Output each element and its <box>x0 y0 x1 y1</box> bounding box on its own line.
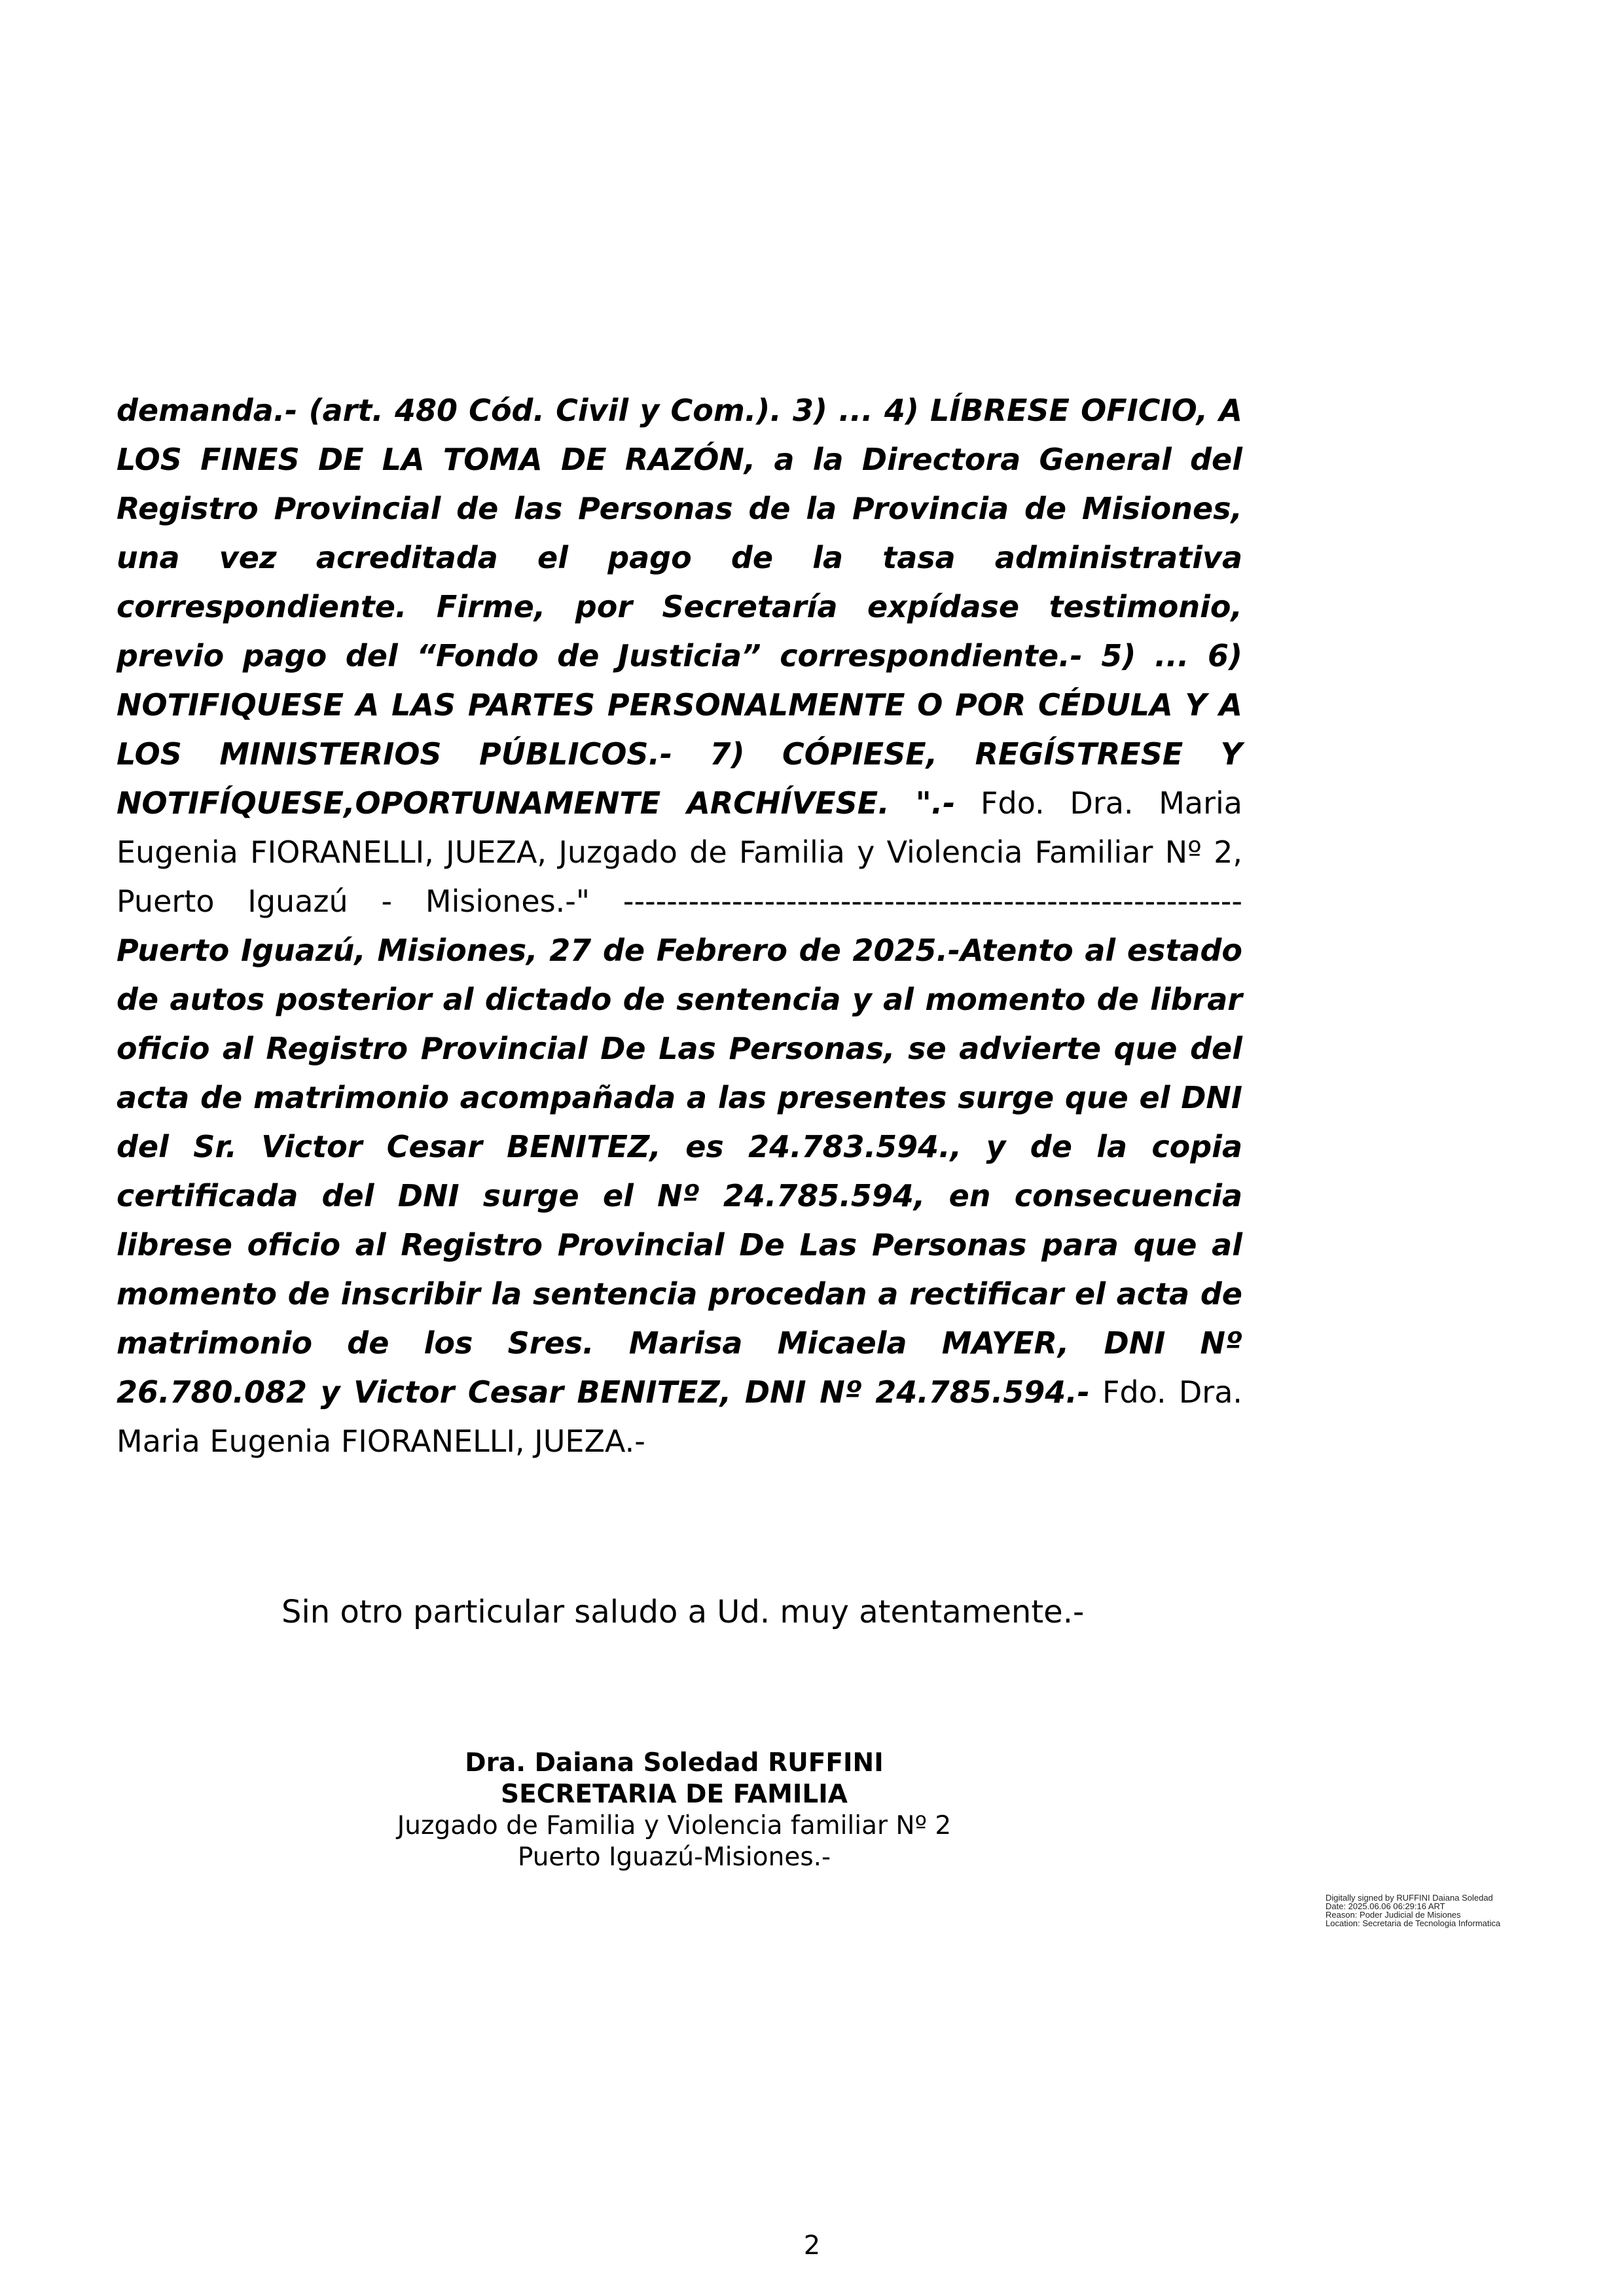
signature-block <box>281 1748 1067 1873</box>
stamp-location: Location: Secretaria de Tecnologia Informatica <box>1326 1918 1501 1928</box>
stamp-signed-by: Digitally signed by RUFFINI Daiana Soledad <box>1326 1893 1493 1903</box>
stamp-date: Date: 2025.06.06 06:29:16 ART <box>1326 1901 1445 1911</box>
signer-title: SECRETARIA DE FAMILIA <box>501 1780 848 1809</box>
rectification-order-text: Puerto Iguazú, Misiones, 27 de Febrero de 2025.-Atento al estado de autos posterior al dictado de sentencia y al momento de librar oficio al Registro Provincial De Las Personas, se advierte que del acta de matrimonio acompañada a las presentes surge que el DNI del Sr. Victor Cesar BENITEZ, es 24.783.594., y de la copia certificada del DNI surge el Nº 24.785.594, en consecuencia librese oficio al Registro Provincial De Las Personas para que al momento de inscribir la sentencia procedan a rectificar el acta de matrimonio de los Sres. Marisa Micaela MAYER, DNI Nº 26.780.082 y Victor Cesar BENITEZ, DNI Nº 24.785.594.- <box>117 933 1242 1410</box>
body-paragraph <box>117 386 1242 1466</box>
signature-note-2: Fdo. Dra. Maria Eugenia FIORANELLI, JUEZA.- <box>117 1374 1242 1459</box>
digital-signature-stamp <box>1326 1893 1522 1928</box>
stamp-reason: Reason: Poder Judicial de Misiones <box>1326 1910 1461 1920</box>
signer-court: Juzgado de Familia y Violencia familiar Nº 2 <box>397 1811 952 1840</box>
resolution-text: demanda.- (art. 480 Cód. Civil y Com.). 3) ... 4) LÍBRESE OFICIO, A LOS FINES DE LA TOMA DE RAZÓN, a la Directora General del Registro Provincial de las Personas de la Provincia de Misiones, una vez acreditada el pago de la tasa administrativa correspondiente. Firme, por Secretaría expídase testimonio, previo pago del “Fondo de Justicia” correspondiente.- 5) ... 6) NOTIFIQUESE A LAS PARTES PERSONALMENTE O POR CÉDULA Y A LOS MINISTERIOS PÚBLICOS.- 7) CÓPIESE, REGÍSTRESE Y NOTIFÍQUESE,OPORTUNAMENTE ARCHÍVESE. ".- <box>117 393 1242 821</box>
signer-name: Dra. Daiana Soledad RUFFINI <box>465 1748 884 1778</box>
signer-place: Puerto Iguazú-Misiones.- <box>517 1842 831 1872</box>
signature-note-1: Fdo. Dra. Maria Eugenia FIORANELLI, JUEZA, Juzgado de Familia y Violencia Familiar Nº 2, Puerto Iguazú - Misiones.-" --------------------------------------------------------- <box>117 785 1242 919</box>
page-number: 2 <box>803 2231 821 2261</box>
closing-line: Sin otro particular saludo a Ud. muy atentamente.- <box>281 1594 1085 1630</box>
